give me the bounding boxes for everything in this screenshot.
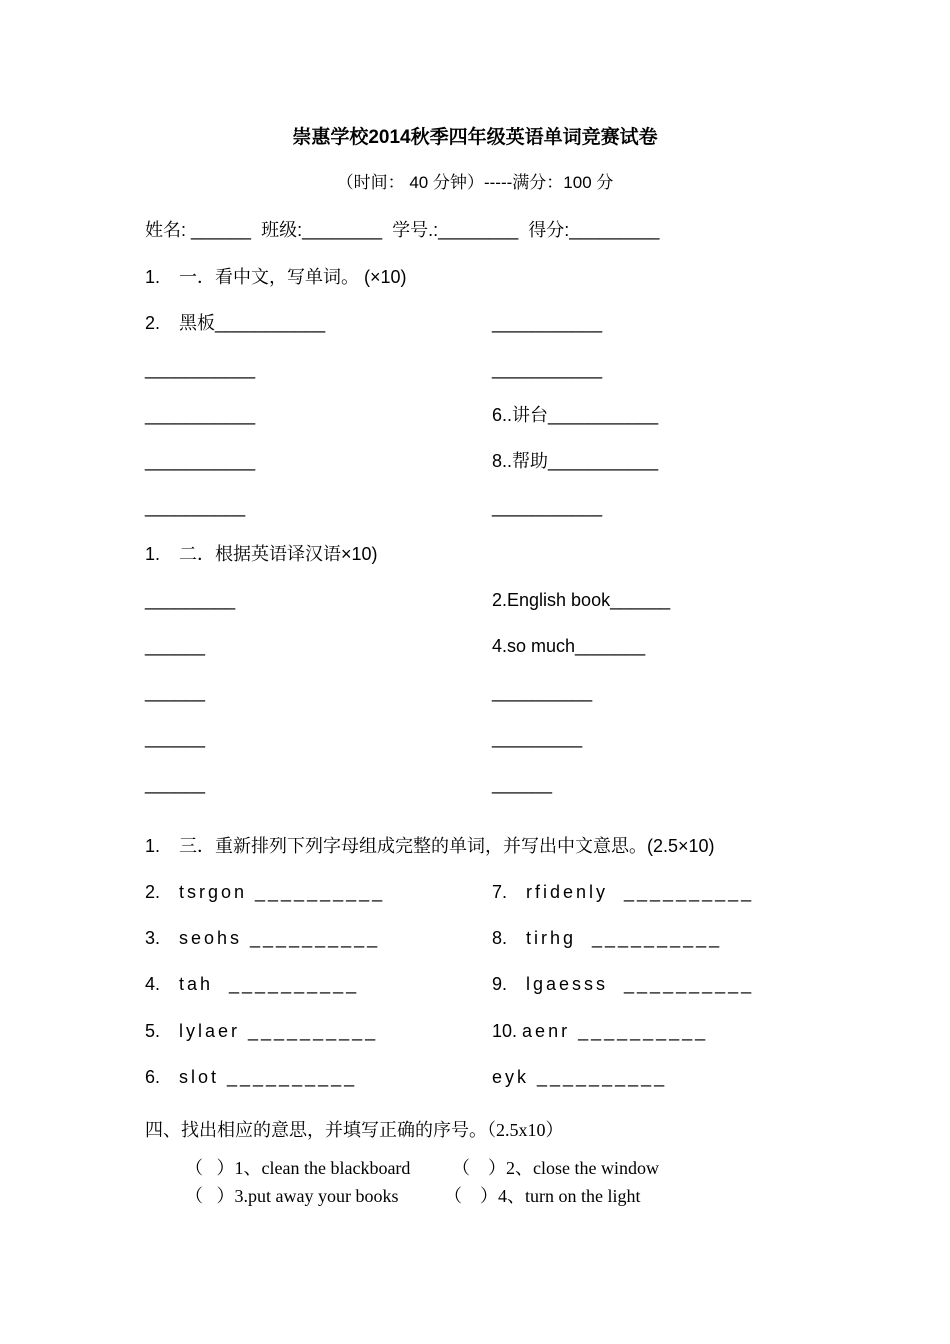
section1-right-item: ___________ [492, 359, 603, 379]
section2-left-item: ______ [145, 728, 206, 748]
item-number: 9. [492, 974, 508, 994]
section1-heading [145, 265, 407, 289]
item-text: rfidenly __________ [526, 882, 755, 902]
section4-item: （ ）1、clean the blackboard [185, 1158, 411, 1178]
section2-heading-number: 1. [145, 544, 161, 564]
item-number: 10. [492, 1021, 518, 1041]
item-number: 5. [145, 1021, 161, 1041]
section2-left-item: ______ [145, 636, 206, 656]
section1-left-item: __________ [145, 497, 246, 517]
section2-heading [145, 542, 378, 566]
item-number: 2. [145, 313, 161, 333]
section2-left-item: _________ [145, 590, 236, 610]
item-text: seohs __________ [179, 928, 381, 948]
section2-right-item: _________ [492, 728, 583, 748]
exam-subtitle: （时间： 40 分钟）-----满分：100 分 [336, 173, 614, 192]
section3-right-item [492, 1019, 708, 1043]
item-text: tsrgon __________ [179, 882, 386, 902]
section3-heading [145, 834, 715, 858]
section3-left-item [145, 972, 359, 996]
section1-heading-number: 1. [145, 267, 161, 287]
section3-right-item [492, 1065, 667, 1089]
section3-left-item [145, 1065, 357, 1089]
section1-right-item: ___________ [492, 313, 603, 333]
item-text: lgaesss __________ [526, 974, 755, 994]
section1-left-item: ___________ [145, 405, 256, 425]
section3-heading-number: 1. [145, 836, 161, 856]
section2-heading-text: 二．根据英语译汉语×10) [179, 544, 378, 564]
section4-item: （ ）4、turn on the light [444, 1186, 641, 1206]
section1-right-item: ___________ [492, 497, 603, 517]
section3-left-item [145, 1019, 378, 1043]
item-text: lylaer __________ [179, 1021, 379, 1041]
section2-right-item: 2.English book______ [492, 590, 671, 610]
item-number: 6. [145, 1067, 161, 1087]
item-number: 2. [145, 882, 161, 902]
section4-heading: 四、找出相应的意思，并填写正确的序号。（2.5x10） [145, 1120, 564, 1140]
item-number: 4. [145, 974, 161, 994]
section1-left-item [145, 311, 325, 335]
student-info-line: 姓名: ______ 班级:________ 学号.:________ 得分:_________ [145, 220, 660, 240]
section3-left-item [145, 880, 385, 904]
item-text: slot __________ [179, 1067, 358, 1087]
item-text: tah __________ [179, 974, 360, 994]
section2-right-item: __________ [492, 682, 593, 702]
item-number: 8. [492, 928, 508, 948]
section1-right-item: 6..讲台___________ [492, 405, 659, 425]
section3-heading-text: 三．重新排列下列字母组成完整的单词，并写出中文意思。(2.5×10) [179, 836, 715, 856]
section1-left-item: ___________ [145, 359, 256, 379]
section1-heading-text: 一．看中文，写单词。 (×10) [179, 267, 407, 287]
section3-right-item [492, 972, 754, 996]
section3-right-item [492, 926, 722, 950]
item-text: eyk __________ [492, 1067, 668, 1087]
section4-item: （ ）2、close the window [452, 1158, 659, 1178]
section1-right-item: 8..帮助___________ [492, 451, 659, 471]
section2-left-item: ______ [145, 774, 206, 794]
item-text: 黑板___________ [179, 313, 326, 333]
section3-right-item [492, 880, 754, 904]
item-number: 3. [145, 928, 161, 948]
item-text: tirhg __________ [526, 928, 723, 948]
section2-left-item: ______ [145, 682, 206, 702]
section2-right-item: ______ [492, 774, 553, 794]
item-number: 7. [492, 882, 508, 902]
exam-title: 崇惠学校2014秋季四年级英语单词竞赛试卷 [292, 127, 658, 148]
section3-left-item [145, 926, 380, 950]
section4-item: （ ）3.put away your books [185, 1186, 399, 1206]
item-text: aenr __________ [522, 1021, 709, 1041]
section2-right-item: 4.so much_______ [492, 636, 646, 656]
section1-left-item: ___________ [145, 451, 256, 471]
